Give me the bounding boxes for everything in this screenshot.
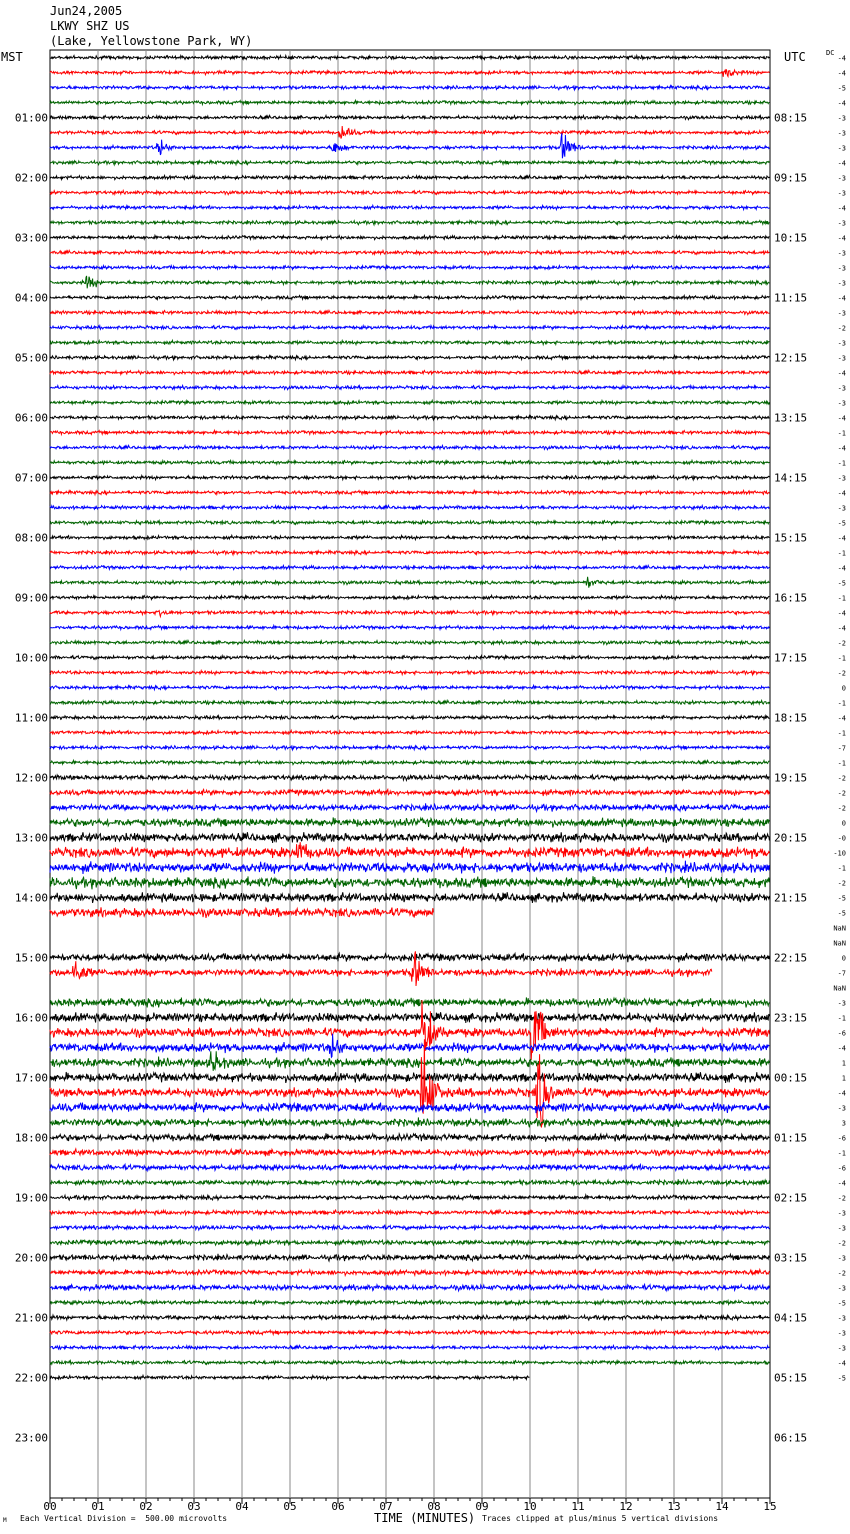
- seismic-trace-row: [50, 1072, 769, 1083]
- row-offset-label: -3: [837, 249, 846, 258]
- seismic-trace-row: [50, 133, 769, 158]
- row-offset-label: -1: [837, 1014, 846, 1023]
- seismic-trace-row: [50, 685, 769, 689]
- left-hour-label: 07:00: [14, 471, 48, 485]
- row-offset-label: -7: [837, 969, 846, 978]
- row-offset-label: -4: [837, 54, 846, 63]
- seismic-trace-row: [50, 1012, 769, 1023]
- row-offset-label: -3: [837, 1329, 846, 1338]
- row-offset-label: -3: [837, 399, 846, 408]
- right-hour-label: 06:15: [774, 1431, 808, 1445]
- dc-label: DC: [826, 49, 835, 57]
- seismic-trace-row: [50, 1149, 769, 1157]
- row-offset-label: -6: [837, 1029, 846, 1038]
- right-hour-label: 03:15: [774, 1251, 808, 1265]
- right-hour-label: 11:15: [774, 291, 808, 305]
- x-tick-label: 01: [91, 1500, 105, 1513]
- row-offset-label: -5: [837, 519, 846, 528]
- seismic-trace-row: [50, 953, 769, 962]
- seismic-trace-row: [50, 832, 769, 843]
- row-offset-label: -5: [837, 909, 846, 918]
- row-offset-label: -3: [837, 174, 846, 183]
- left-hour-label: 02:00: [14, 171, 48, 185]
- x-tick-label: 02: [139, 1500, 153, 1513]
- seismic-trace-row: [50, 175, 769, 179]
- right-timezone-label: UTC: [784, 50, 806, 64]
- row-offset-label: -1: [837, 759, 846, 768]
- seismic-trace-row: [50, 1210, 769, 1215]
- row-offset-label: -4: [837, 1179, 846, 1188]
- left-hour-label: 14:00: [14, 891, 48, 905]
- seismic-trace-row: [50, 775, 769, 781]
- seismic-trace-row: [50, 625, 769, 629]
- row-offset-label: -5: [837, 84, 846, 93]
- seismic-trace-row: [50, 1225, 769, 1230]
- right-hour-label: 10:15: [774, 231, 808, 245]
- x-tick-label: 07: [379, 1500, 393, 1513]
- seismic-trace-row: [50, 861, 769, 874]
- seismic-trace-row: [50, 220, 769, 225]
- x-tick-label: 12: [619, 1500, 633, 1513]
- right-hour-label: 19:15: [774, 771, 808, 785]
- left-hour-label: 10:00: [14, 651, 48, 665]
- row-offset-label: -4: [837, 609, 846, 618]
- row-offset-label: -4: [837, 444, 846, 453]
- seismic-trace-row: [50, 716, 769, 720]
- right-hour-label: 13:15: [774, 411, 808, 425]
- seismic-trace-row: [50, 1254, 769, 1261]
- seismic-trace-row: [50, 326, 769, 330]
- left-hour-label: 15:00: [14, 951, 48, 965]
- row-offset-label: -4: [837, 489, 846, 498]
- header-station: LKWY SHZ US: [50, 19, 130, 33]
- header-location: (Lake, Yellowstone Park, WY): [50, 34, 253, 48]
- x-tick-label: 09: [475, 1500, 489, 1513]
- row-offset-label: -4: [837, 534, 846, 543]
- seismic-trace-row: [50, 250, 769, 254]
- row-offset-label: -0: [837, 834, 846, 843]
- row-offset-label: -3: [837, 189, 846, 198]
- right-hour-label: 09:15: [774, 171, 808, 185]
- seismic-trace-row: [50, 577, 769, 588]
- seismic-trace-row: [50, 505, 769, 509]
- x-tick-label: 08: [427, 1500, 441, 1513]
- seismic-trace-row: [50, 565, 769, 569]
- right-hour-label: 22:15: [774, 951, 808, 965]
- seismic-trace-row: [50, 892, 769, 903]
- x-tick-label: 00: [43, 1500, 57, 1513]
- row-offset-label: -4: [837, 69, 846, 78]
- seismic-trace-row: [50, 475, 769, 480]
- row-offset-label: -4: [837, 1359, 846, 1368]
- seismic-trace-row: [50, 205, 769, 209]
- seismic-trace-row: [50, 160, 769, 164]
- right-hour-label: 12:15: [774, 351, 808, 365]
- header-date: Jun24,2005: [50, 4, 123, 18]
- row-offset-label: -2: [837, 804, 846, 813]
- row-offset-label: -5: [837, 579, 846, 588]
- seismic-trace-row: [50, 817, 769, 827]
- seismic-trace-row: [50, 85, 769, 90]
- seismic-trace-row: [50, 1179, 769, 1185]
- seismic-trace-row: [50, 100, 769, 104]
- row-offset-label: -3: [837, 339, 846, 348]
- seismic-trace-row: [50, 276, 769, 288]
- seismic-trace-row: [50, 1361, 769, 1365]
- right-hour-label: 20:15: [774, 831, 808, 845]
- left-hour-label: 16:00: [14, 1011, 48, 1025]
- seismic-trace-row: [50, 1330, 769, 1335]
- left-hour-label: 03:00: [14, 231, 48, 245]
- left-hour-label: 20:00: [14, 1251, 48, 1265]
- row-offset-label: -3: [837, 1224, 846, 1233]
- left-hour-label: 09:00: [14, 591, 48, 605]
- row-offset-label: -3: [837, 384, 846, 393]
- right-hour-label: 04:15: [774, 1311, 808, 1325]
- left-hour-label: 13:00: [14, 831, 48, 845]
- seismic-trace-row: [50, 1300, 769, 1305]
- row-offset-label: -5: [837, 1374, 846, 1383]
- footer-mark: M: [3, 1517, 7, 1524]
- left-hour-label: 22:00: [14, 1371, 48, 1385]
- x-tick-label: 13: [667, 1500, 681, 1513]
- left-hour-label: 05:00: [14, 351, 48, 365]
- row-offset-label: -4: [837, 1089, 846, 1098]
- row-offset-label: -3: [837, 1104, 846, 1113]
- row-offset-label: -4: [837, 564, 846, 573]
- row-offset-label: -3: [837, 219, 846, 228]
- row-offset-label: -5: [837, 1299, 846, 1308]
- right-hour-label: 02:15: [774, 1191, 808, 1205]
- seismic-trace-row: [50, 1039, 769, 1127]
- seismic-trace-row: [50, 876, 769, 889]
- right-hour-label: 23:15: [774, 1011, 808, 1025]
- left-hour-label: 01:00: [14, 111, 48, 125]
- seismic-trace-row: [50, 1102, 769, 1113]
- row-offset-label: -2: [837, 879, 846, 888]
- row-offset-label: -6: [837, 1134, 846, 1143]
- seismic-trace-row: [50, 56, 769, 60]
- row-offset-label: -3: [837, 1284, 846, 1293]
- row-offset-label: -2: [837, 774, 846, 783]
- seismic-trace-row: [50, 340, 769, 345]
- seismic-trace-row: [50, 460, 769, 464]
- seismic-trace-row: [50, 730, 769, 734]
- row-offset-label: -3: [837, 354, 846, 363]
- row-offset-label: 1: [841, 1074, 846, 1083]
- row-offset-label: -1: [837, 429, 846, 438]
- row-offset-label: -1: [837, 699, 846, 708]
- clip-note: Traces clipped at plus/minus 5 vertical divisions: [482, 1514, 719, 1523]
- seismic-trace-row: [50, 295, 769, 299]
- right-hour-label: 17:15: [774, 651, 808, 665]
- seismic-trace-row: [50, 415, 769, 420]
- row-offset-label: -4: [837, 414, 846, 423]
- seismic-trace-row: [50, 1034, 769, 1058]
- row-offset-label: -3: [837, 504, 846, 513]
- row-offset-label: -3: [837, 474, 846, 483]
- seismic-trace-row: [50, 126, 769, 139]
- row-offset-label: -2: [837, 1239, 846, 1248]
- row-offset-label: 1: [841, 1059, 846, 1068]
- x-tick-label: 10: [523, 1500, 537, 1513]
- seismic-trace-row: [50, 595, 769, 599]
- seismic-trace-row: [50, 265, 769, 269]
- row-offset-label: -3: [837, 1344, 846, 1353]
- left-hour-label: 23:00: [14, 1431, 48, 1445]
- right-hour-label: 08:15: [774, 111, 808, 125]
- row-offset-label: -4: [837, 624, 846, 633]
- row-offset-label: -7: [837, 744, 846, 753]
- seismic-trace-row: [50, 1117, 769, 1127]
- seismic-trace-row: [50, 400, 769, 404]
- row-offset-label: -3: [837, 114, 846, 123]
- row-offset-label: -2: [837, 639, 846, 648]
- seismic-trace-row: [50, 1345, 769, 1349]
- row-offset-label: 0: [841, 819, 846, 828]
- seismic-trace-row: [50, 115, 769, 119]
- x-axis-label: TIME (MINUTES): [374, 1511, 476, 1525]
- right-hour-label: 14:15: [774, 471, 808, 485]
- seismic-trace-row: [50, 1164, 769, 1171]
- row-offset-label: -1: [837, 729, 846, 738]
- row-offset-label: -6: [837, 1164, 846, 1173]
- row-offset-label: -3: [837, 144, 846, 153]
- row-offset-label: -3: [837, 1314, 846, 1323]
- left-hour-label: 17:00: [14, 1071, 48, 1085]
- seismic-trace-row: [50, 640, 769, 644]
- row-offset-label: -5: [837, 894, 846, 903]
- seismic-trace-row: [50, 1195, 769, 1200]
- row-offset-label: -2: [837, 669, 846, 678]
- seismic-trace-row: [50, 1284, 769, 1291]
- row-offset-label: -10: [833, 849, 846, 858]
- x-tick-label: 06: [331, 1500, 345, 1513]
- row-offset-label: -1: [837, 864, 846, 873]
- row-offset-label: -4: [837, 294, 846, 303]
- seismic-trace-row: [50, 355, 769, 359]
- right-hour-label: 00:15: [774, 1071, 808, 1085]
- row-offset-label: -2: [837, 1194, 846, 1203]
- seismic-trace-row: [50, 803, 769, 811]
- left-hour-label: 21:00: [14, 1311, 48, 1325]
- seismic-trace-row: [50, 1051, 769, 1071]
- right-hour-label: 05:15: [774, 1371, 808, 1385]
- row-offset-label: -1: [837, 654, 846, 663]
- left-hour-label: 11:00: [14, 711, 48, 725]
- right-hour-label: 16:15: [774, 591, 808, 605]
- row-offset-label: -3: [837, 279, 846, 288]
- seismic-trace-row: [50, 521, 769, 525]
- seismic-trace-row: [50, 310, 769, 314]
- left-hour-label: 12:00: [14, 771, 48, 785]
- right-hour-label: 18:15: [774, 711, 808, 725]
- seismic-trace-row: [50, 550, 769, 555]
- row-offset-label: -1: [837, 1149, 846, 1158]
- seismic-trace-row: [50, 1133, 769, 1141]
- x-tick-label: 03: [187, 1500, 201, 1513]
- row-offset-label: -4: [837, 1044, 846, 1053]
- left-hour-label: 19:00: [14, 1191, 48, 1205]
- seismic-trace-row: [50, 69, 769, 77]
- x-tick-label: 11: [571, 1500, 585, 1513]
- right-hour-label: 21:15: [774, 891, 808, 905]
- row-offset-label: -1: [837, 459, 846, 468]
- seismic-trace-row: [50, 789, 769, 796]
- row-offset-label: 3: [841, 1119, 846, 1128]
- row-offset-label: -3: [837, 264, 846, 273]
- x-tick-label: 04: [235, 1500, 249, 1513]
- row-offset-label: -4: [837, 204, 846, 213]
- seismic-trace-row: [50, 842, 769, 859]
- row-offset-label: -4: [837, 234, 846, 243]
- row-offset-label: -3: [837, 1254, 846, 1263]
- seismic-trace-row: [50, 191, 769, 195]
- seismic-trace-row: [50, 386, 769, 390]
- right-hour-label: 01:15: [774, 1131, 808, 1145]
- row-offset-label: -2: [837, 1269, 846, 1278]
- row-offset-label: NaN: [833, 939, 846, 948]
- row-offset-label: -4: [837, 99, 846, 108]
- seismic-trace-row: [50, 1315, 769, 1321]
- row-offset-label: 0: [841, 684, 846, 693]
- seismic-trace-row: [50, 370, 769, 374]
- row-offset-label: NaN: [833, 984, 846, 993]
- row-offset-label: -2: [837, 324, 846, 333]
- seismic-trace-row: [50, 760, 769, 764]
- row-offset-label: -3: [837, 999, 846, 1008]
- row-offset-label: -1: [837, 594, 846, 603]
- x-tick-label: 05: [283, 1500, 297, 1513]
- row-offset-label: -1: [837, 549, 846, 558]
- seismic-trace-row: [50, 1240, 769, 1246]
- row-offset-label: -3: [837, 1209, 846, 1218]
- left-hour-label: 04:00: [14, 291, 48, 305]
- seismic-trace-row: [50, 490, 769, 494]
- seismic-trace-row: [50, 1270, 769, 1276]
- left-hour-label: 18:00: [14, 1131, 48, 1145]
- left-hour-label: 06:00: [14, 411, 48, 425]
- seismic-trace-row: [50, 235, 769, 239]
- seismic-trace-row: [50, 655, 769, 659]
- seismic-trace-row: [50, 670, 769, 675]
- seismic-trace-row: [50, 610, 769, 616]
- vertical-division-note: Each Vertical Division = 500.00 microvolts: [20, 1514, 228, 1523]
- x-tick-label: 14: [715, 1500, 729, 1513]
- row-offset-label: -3: [837, 309, 846, 318]
- row-offset-label: -3: [837, 129, 846, 138]
- row-offset-label: NaN: [833, 924, 846, 933]
- row-offset-label: -4: [837, 159, 846, 168]
- seismic-trace-row: [50, 535, 769, 539]
- seismic-trace-row: [50, 445, 769, 449]
- seismic-trace-row: [50, 430, 769, 434]
- row-offset-label: -2: [837, 789, 846, 798]
- right-hour-label: 15:15: [774, 531, 808, 545]
- row-offset-label: 0: [841, 954, 846, 963]
- seismic-trace-row: [50, 745, 769, 750]
- row-offset-label: -4: [837, 714, 846, 723]
- left-hour-label: 08:00: [14, 531, 48, 545]
- row-offset-label: -4: [837, 369, 846, 378]
- seismic-trace-row: [50, 700, 769, 704]
- left-timezone-label: MST: [1, 50, 23, 64]
- x-tick-label: 15: [763, 1500, 777, 1513]
- seismic-trace-row: [50, 997, 769, 1007]
